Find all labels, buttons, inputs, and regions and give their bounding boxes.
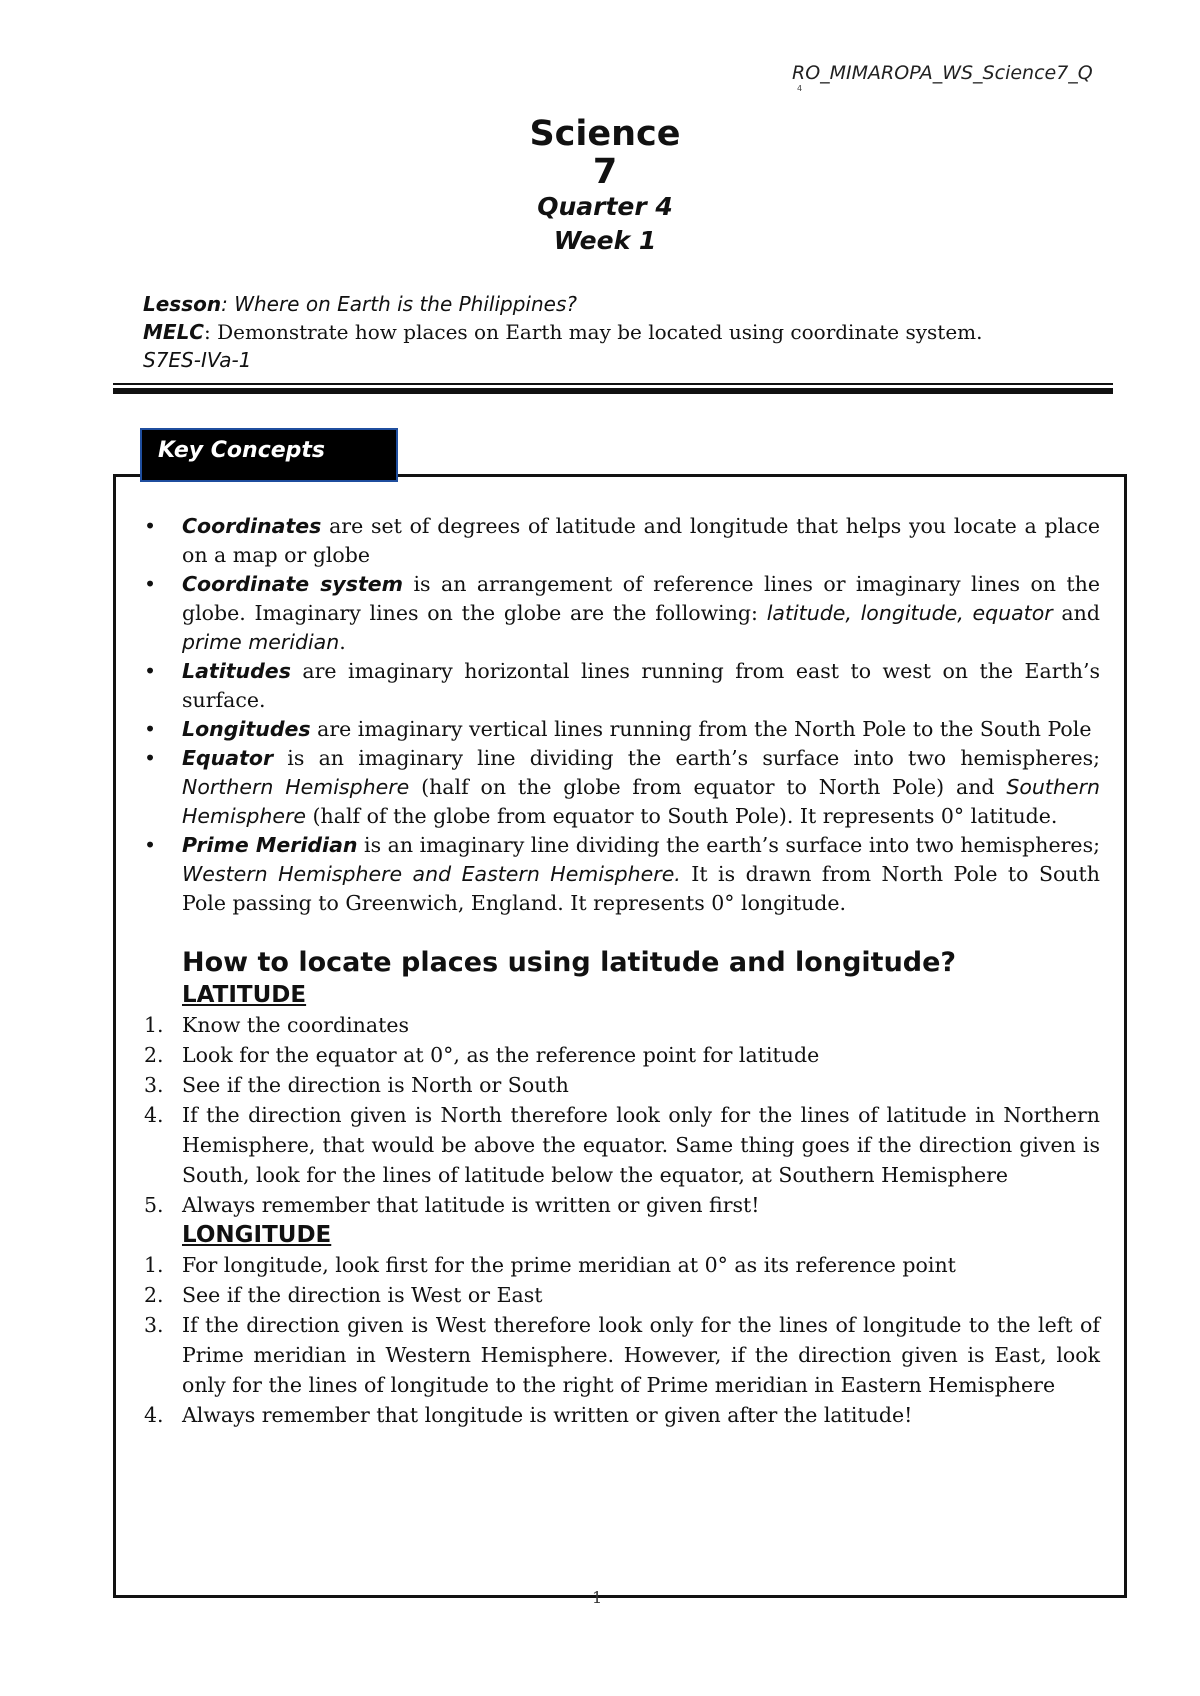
step-number: 4. [144, 1403, 164, 1427]
longitude-steps [140, 1250, 1100, 1430]
header-doc-code: RO_MIMAROPA_WS_Science7_Q [792, 62, 1093, 84]
lesson-label: Lesson [143, 292, 222, 316]
grade-number: 7 [592, 152, 618, 192]
step-item [140, 1100, 1100, 1190]
concept-term: Longitudes [182, 717, 311, 741]
concept-text: (half of the globe from equator to South Pole). It represents 0° latitude. [306, 804, 1058, 828]
concept-item [140, 831, 1100, 918]
concept-italic: Northern Hemisphere [182, 775, 410, 799]
concept-item [140, 512, 1100, 570]
concept-italic: latitude, longitude, equator [766, 601, 1053, 625]
concept-list [140, 512, 1100, 918]
step-item [140, 1190, 1100, 1220]
step-text: Always remember that longitude is written or given after the latitude! [182, 1403, 913, 1427]
title-block [420, 114, 790, 258]
step-number: 1. [144, 1253, 164, 1277]
subject-title: Science [529, 114, 681, 154]
concept-italic: Western Hemisphere and Eastern Hemisphere. [182, 862, 681, 886]
divider-thick [113, 388, 1113, 394]
concept-text: It is drawn from North Pole to South Pole passing to Greenwich, England. It represents 0° longitude. [182, 862, 1100, 915]
step-item [140, 1310, 1100, 1400]
concept-italic: Southern Hemisphere [182, 775, 1100, 828]
step-number: 4. [144, 1103, 164, 1127]
longitude-heading: LONGITUDE [182, 1222, 332, 1248]
step-text: If the direction given is North therefore look only for the lines of latitude in Northern Hemisphere, that would be above the equator. Same thing goes if the direction given is South, look for the lines of latitude below the equator, at Southern Hemisphere [182, 1103, 1100, 1187]
latitude-heading: LATITUDE [182, 982, 307, 1008]
key-concepts-content [140, 512, 1100, 1430]
key-concepts-tab: Key Concepts [140, 428, 398, 482]
melc-line [143, 320, 983, 344]
concept-term: Equator [182, 746, 274, 770]
concept-text: is an imaginary line dividing the earth’s surface into two hemispheres; [273, 746, 1100, 770]
step-item [140, 1010, 1100, 1040]
step-text: See if the direction is West or East [182, 1283, 543, 1307]
concept-term: Coordinate system [182, 572, 404, 596]
week-label: Week 1 [553, 226, 657, 255]
concept-term: Prime Meridian [182, 833, 358, 857]
melc-code: S7ES-IVa-1 [143, 348, 252, 372]
bullet-icon: • [144, 833, 157, 857]
concept-item [140, 744, 1100, 831]
concept-text: is an arrangement of reference lines or imaginary lines on the globe. Imaginary lines on the globe are the following: [182, 572, 1101, 625]
step-number: 2. [144, 1283, 164, 1307]
step-text: See if the direction is North or South [182, 1073, 569, 1097]
header-doc-code-tail: 4 [797, 84, 803, 93]
latitude-steps [140, 1010, 1100, 1220]
bullet-icon: • [144, 572, 157, 596]
concept-item [140, 715, 1100, 744]
step-number: 5. [144, 1193, 164, 1217]
melc-label: MELC [143, 320, 204, 344]
step-item [140, 1250, 1100, 1280]
step-number: 3. [144, 1073, 164, 1097]
step-item [140, 1040, 1100, 1070]
concept-text: . [339, 630, 346, 654]
concept-term: Coordinates [182, 514, 322, 538]
concept-text: are imaginary horizontal lines running from east to west on the Earth’s surface. [182, 659, 1100, 712]
bullet-icon: • [144, 514, 157, 538]
concept-text: is an imaginary line dividing the earth’s surface into two hemispheres; [357, 833, 1100, 857]
step-item [140, 1280, 1100, 1310]
bullet-icon: • [144, 746, 157, 770]
step-text: Look for the equator at 0°, as the reference point for latitude [182, 1043, 820, 1067]
step-text: If the direction given is West therefore look only for the lines of longitude to the left of Prime meridian in Western Hemisphere. However, if the direction given is East, look only for the lines of longitude to the right of Prime meridian in Eastern Hemisphere [182, 1313, 1100, 1397]
concept-text: (half on the globe from equator to North Pole) and [409, 775, 1007, 799]
concept-text: and [1052, 601, 1100, 625]
step-number: 2. [144, 1043, 164, 1067]
concept-term: Latitudes [182, 659, 291, 683]
step-text: Always remember that latitude is written or given first! [182, 1193, 760, 1217]
melc-value: : Demonstrate how places on Earth may be located using coordinate system. [204, 320, 983, 344]
concept-italic: prime meridian [182, 630, 340, 654]
step-text: Know the coordinates [182, 1013, 409, 1037]
howto-heading: How to locate places using latitude and longitude? [182, 947, 957, 978]
step-item [140, 1400, 1100, 1430]
step-text: For longitude, look first for the prime meridian at 0° as its reference point [182, 1253, 956, 1277]
step-item [140, 1070, 1100, 1100]
quarter-label: Quarter 4 [537, 192, 673, 221]
lesson-value: : Where on Earth is the Philippines? [221, 292, 577, 316]
concept-text: are set of degrees of latitude and longitude that helps you locate a place on a map or globe [182, 514, 1100, 567]
concept-item [140, 570, 1100, 657]
step-number: 1. [144, 1013, 164, 1037]
lesson-line [143, 292, 577, 316]
bullet-icon: • [144, 659, 157, 683]
divider-thin [113, 383, 1113, 385]
page-number: 1 [592, 1588, 603, 1607]
concept-text: are imaginary vertical lines running from the North Pole to the South Pole [310, 717, 1092, 741]
bullet-icon: • [144, 717, 157, 741]
step-number: 3. [144, 1313, 164, 1337]
concept-item [140, 657, 1100, 715]
